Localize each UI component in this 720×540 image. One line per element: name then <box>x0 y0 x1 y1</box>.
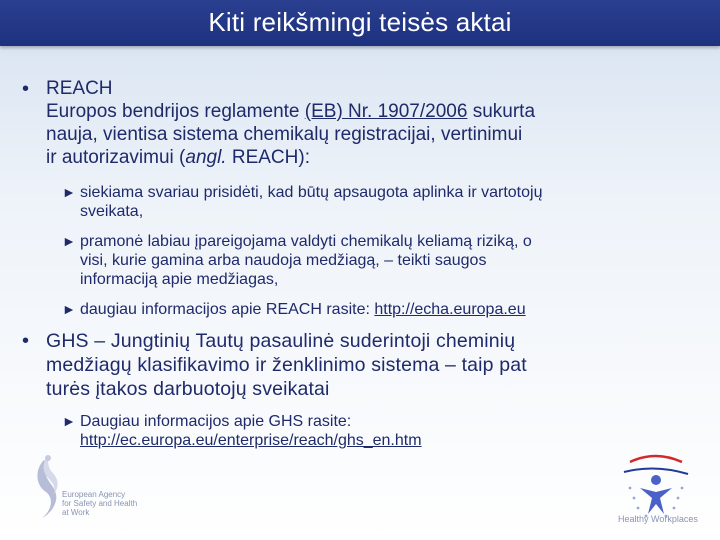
reach-sub3-text: daugiau informacijos apie REACH rasite: <box>80 301 375 318</box>
ghs-link[interactable]: http://ec.europa.eu/enterprise/reach/ghs_en.htm <box>80 432 422 449</box>
ghs-sub-item-1 <box>62 412 702 450</box>
reach-heading: REACH <box>46 78 113 99</box>
agency-logo-text: European Agency for Safety and Health at Work <box>62 490 138 517</box>
reach-sub2-line3: informaciją apie medžiagas, <box>80 271 279 288</box>
reach-line3-italic: angl. <box>185 147 227 168</box>
reach-sub-item-2 <box>62 232 702 289</box>
triangle-bullet-icon: ► <box>62 233 76 249</box>
reach-sub2-line1: pramonė labiau įpareigojama valdyti chemikalų keliamą riziką, o <box>80 233 532 250</box>
reach-line2: nauja, vientisa sistema chemikalų registracijai, vertinimui <box>46 124 523 145</box>
triangle-bullet-icon: ► <box>62 301 76 317</box>
healthy-workplaces-text: Healthy Workplaces <box>618 514 698 524</box>
reach-line1 <box>46 100 716 123</box>
reach-line3-text: ir autorizavimui ( <box>46 147 186 168</box>
regulation-link[interactable]: (EB) Nr. 1907/2006 <box>304 101 468 122</box>
reach-line3 <box>46 146 716 169</box>
title-bar <box>0 0 720 46</box>
reach-line1-end: sukurta <box>467 101 536 122</box>
reach-line1-text: Europos bendrijos reglamente <box>46 101 305 122</box>
ghs-sub1-line1: Daugiau informacijos apie GHS rasite: <box>80 413 352 430</box>
ghs-line2: medžiagų klasifikavimo ir ženklinimo sistema – taip pat <box>46 354 527 376</box>
reach-sub1-line2: sveikata, <box>80 203 144 220</box>
triangle-bullet-icon: ► <box>62 413 76 429</box>
reach-sub-item-3 <box>62 300 702 319</box>
triangle-bullet-icon: ► <box>62 184 76 200</box>
echa-link[interactable]: http://echa.europa.eu <box>374 301 526 318</box>
reach-sub2-line2: visi, kurie gamina arba naudoja medžiagą, – teikti saugos <box>80 252 487 269</box>
reach-paragraph <box>46 77 716 169</box>
reach-sub1-line1: siekiama svariau prisidėti, kad būtų apsaugota aplinka ir vartotojų <box>80 184 543 201</box>
ghs-line1: GHS – Jungtinių Tautų pasaulinė suderintoji cheminių <box>46 330 516 352</box>
ghs-line3: turės įtakos darbuotojų sveikatai <box>46 378 330 400</box>
bullet-dot: • <box>22 330 30 352</box>
reach-sub-item-1 <box>62 183 702 221</box>
ghs-paragraph <box>46 329 716 401</box>
reach-line3-end: REACH): <box>226 147 310 168</box>
bullet-dot: • <box>22 78 30 100</box>
slide-title: Kiti reikšmingi teisės aktai <box>208 7 512 37</box>
